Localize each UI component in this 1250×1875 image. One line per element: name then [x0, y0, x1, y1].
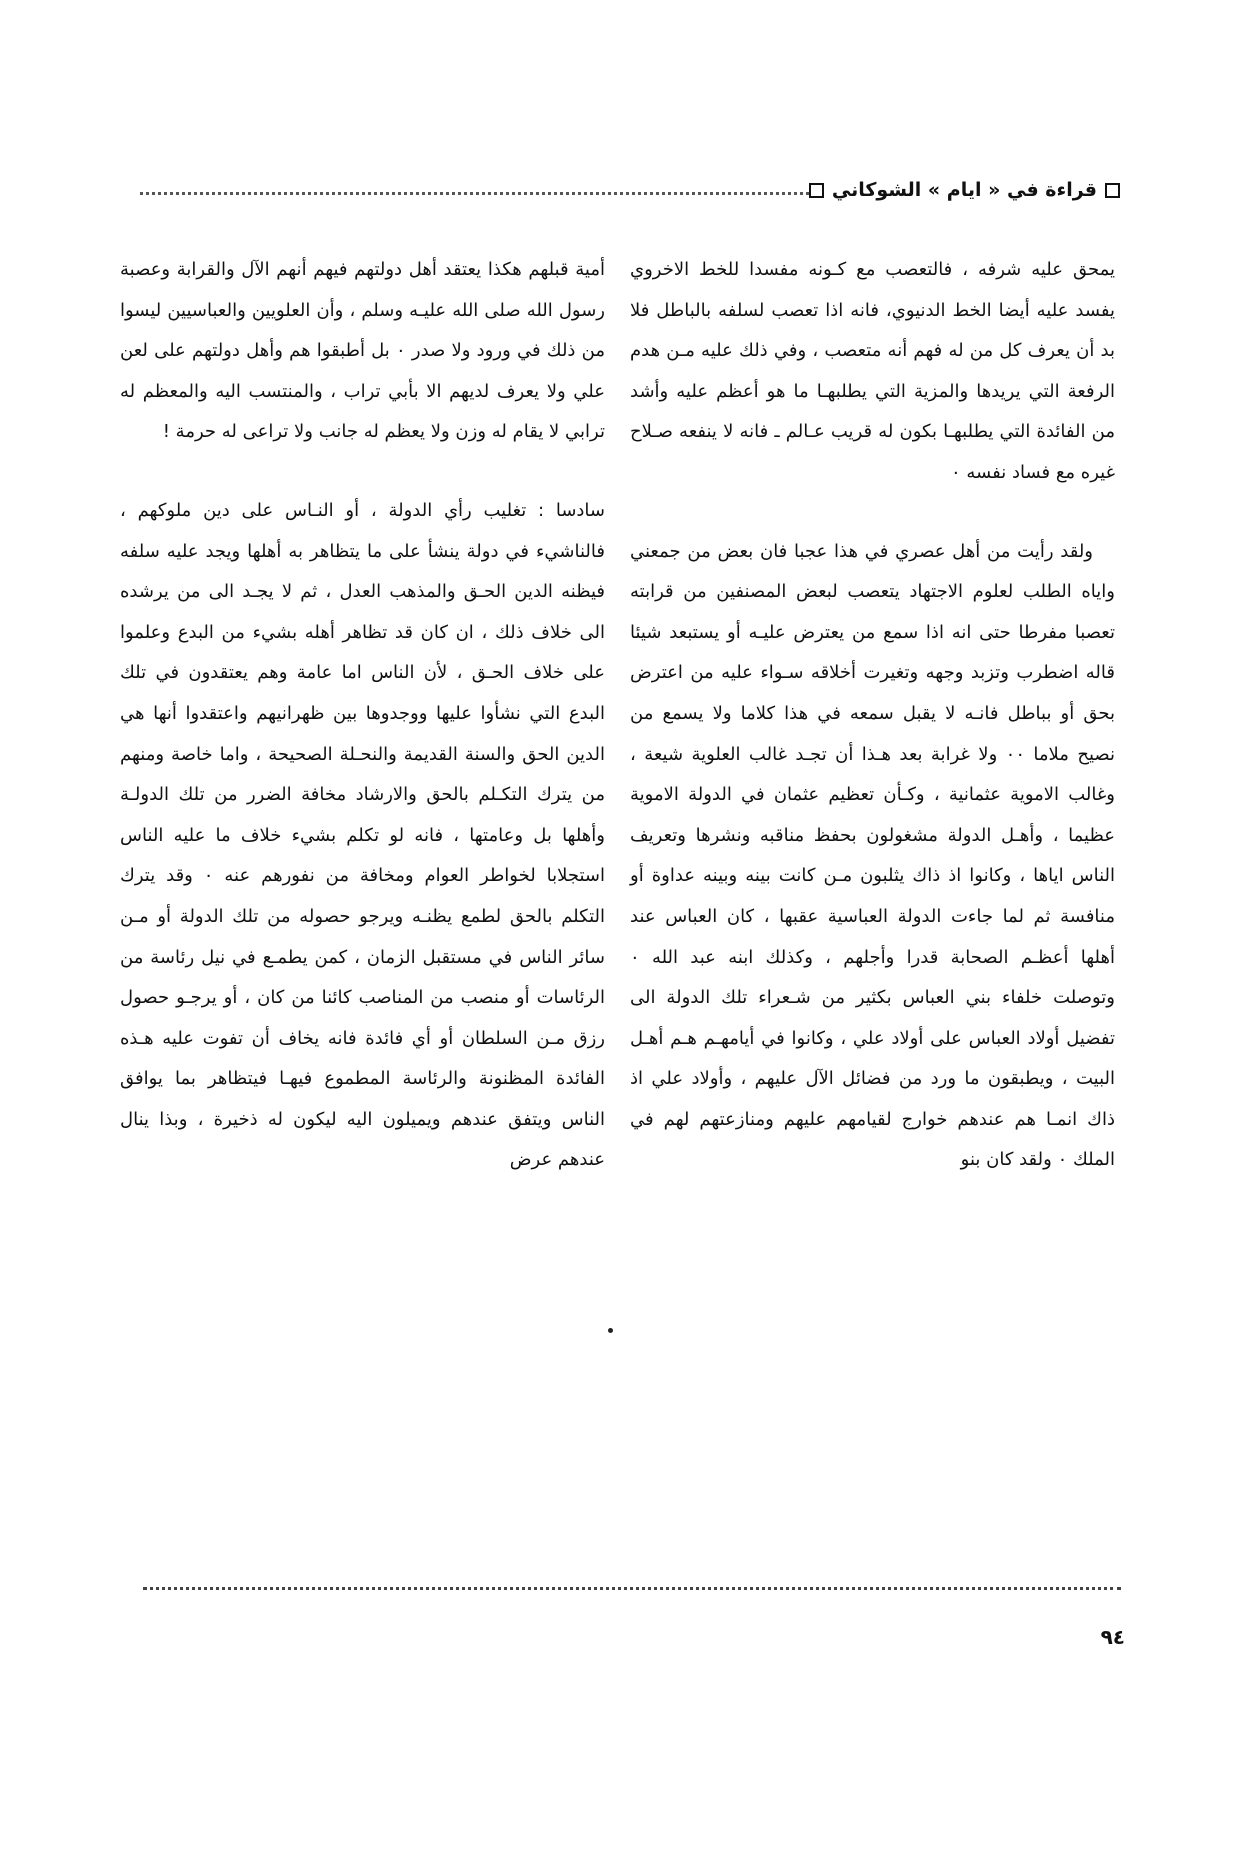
- text-column-left: [120, 250, 605, 1181]
- running-header: [140, 175, 1120, 205]
- footer-dotted-rule: [143, 1587, 1121, 1590]
- header-dotted-rule: [140, 192, 809, 195]
- paragraph: ولقد رأيت من أهل عصري في هذا عجبا فان بعض من جمعني واياه الطلب لعلوم الاجتهاد يتعصب لبعض المصنفين من قرابته تعصبا مفرطا حتى انه اذا سمع من يعترض عليـه أو يستبعد شيئا قاله اضطرب وتزبد وجهه وتغيرت أخلاقه سـواء عليه من اعترض بحق أو بباطل فانـه لا يقبل سمعه في هذا كلاما ولا يسمع من نصيح ملاما ٠٠ ولا غرابة بعد هـذا أن تجـد غالب العلوية شيعة ، وغالب الاموية عثمانية ، وكـأن تعظيم عثمان في الدولة الاموية عظيما ، وأهـل الدولة مشغولون بحفظ مناقبه ونشرها وتعريف الناس اياها ، وكانوا اذ ذاك يثلبون مـن كانت بينه وبينه عداوة أو منافسة ثم لما جاءت الدولة العباسية عقبها ، كان العباس عند أهلها أعظـم الصحابة قدرا وأجلهم ، وكذلك ابنه عبد الله ٠ وتوصلت خلفاء بني العباس بكثير من شـعراء تلك الدولة الى تفضيل أولاد العباس على أولاد علي ، وكانوا في أيامهـم هـم أهـل البيت ، ويطبقون ما ورد من فضائل الآل عليهم ، وأولاد علي اذ ذاك انمـا هم عندهم خوارج لقيامهم عليهم ومنازعتهم لهم في الملك ٠ ولقد كان بنو: [630, 540, 1115, 1171]
- paragraph: أمية قبلهم هكذا يعتقد أهل دولتهم فيهم أنهم الآل والقرابة وعصبة رسول الله صلى الله عليـه وسلم ، وأن العلويين والعباسيين ليسوا من ذلك في ورود ولا صدر ٠ بل أطبقوا هم وأهل دولتهم على لعن علي ولا يعرف لديهم الا بأبي تراب ، والمنتسب اليه والمعظم له ترابي لا يقام له وزن ولا يعظم له جانب ولا تراعى له حرمة !: [120, 259, 605, 443]
- text-column-right: [630, 250, 1115, 1181]
- header-square-ornament-right: [1105, 183, 1120, 198]
- paragraph: سادسا : تغليب رأي الدولة ، أو النـاس على دين ملوكهم ، فالناشيء في دولة ينشأ على ما يتظاهر به أهلها ويجد عليه سلفه فيظنه الدين الحـق والمذهب العدل ، ثم لا يجـد الى من يرشده الى خلاف ذلك ، ان كان قد تظاهر أهله بشيء من البدع وعلموا على خلاف الحـق ، لأن الناس اما عامة وهم يعتقدون في تلك البدع التي نشأوا عليها ووجدوها بين ظهرانيهم واعتقدوا أنها هي الدين الحق والسنة القديمة والنحـلة الصحيحة ، واما خاصة ومنهم من يترك التكـلم بالحق والارشاد مخافة الضرر من تلك الدولـة وأهلها بل وعامتها ، فانه لو تكلم بشيء خلاف ما عليه الناس استجلابا لخواطر العوام ومخافة من نفورهم عنه ٠ وقد يترك التكلم بالحق لطمع يظنـه ويرجو حصوله من تلك الدولة أو مـن سائر الناس في مستقبل الزمان ، كمن يطمـع في نيل رئاسة من الرئاسات أو منصب من المناصب كائنا من كان ، أو يرجـو حصول رزق مـن السلطان أو أي فائدة فانه يخاف أن تفوت عليه هـذه الفائدة المظنونة والرئاسة المطموع فيهـا فيتظاهر بما يوافق الناس ويتفق عندهم ويميلون اليه ليكون له ذخيرة ، وبذا ينال عندهم عرض: [120, 499, 605, 1171]
- stray-ink-dot: [608, 1328, 613, 1333]
- paragraph: يمحق عليه شرفه ، فالتعصب مع كـونه مفسدا للخط الاخروي يفسد عليه أيضا الخط الدنيوي، فانه اذا تعصب لسلفه بالباطل فلا بد أن يعرف كل من له فهم أنه متعصب ، وفي ذلك عليه مـن هدم الرفعة التي يريدها والمزية التي يطلبهـا ما هو أعظم عليه وأشد من الفائدة التي يطلبهـا بكون له قريب عـالم ـ فانه لا ينفعه صـلاح غيره مع فساد نفسه ٠: [630, 259, 1115, 483]
- running-header-title: قراءة في « ايام » الشوكاني: [831, 179, 1097, 201]
- header-square-ornament-left: [809, 183, 824, 198]
- page-number: ٩٤: [1100, 1625, 1125, 1649]
